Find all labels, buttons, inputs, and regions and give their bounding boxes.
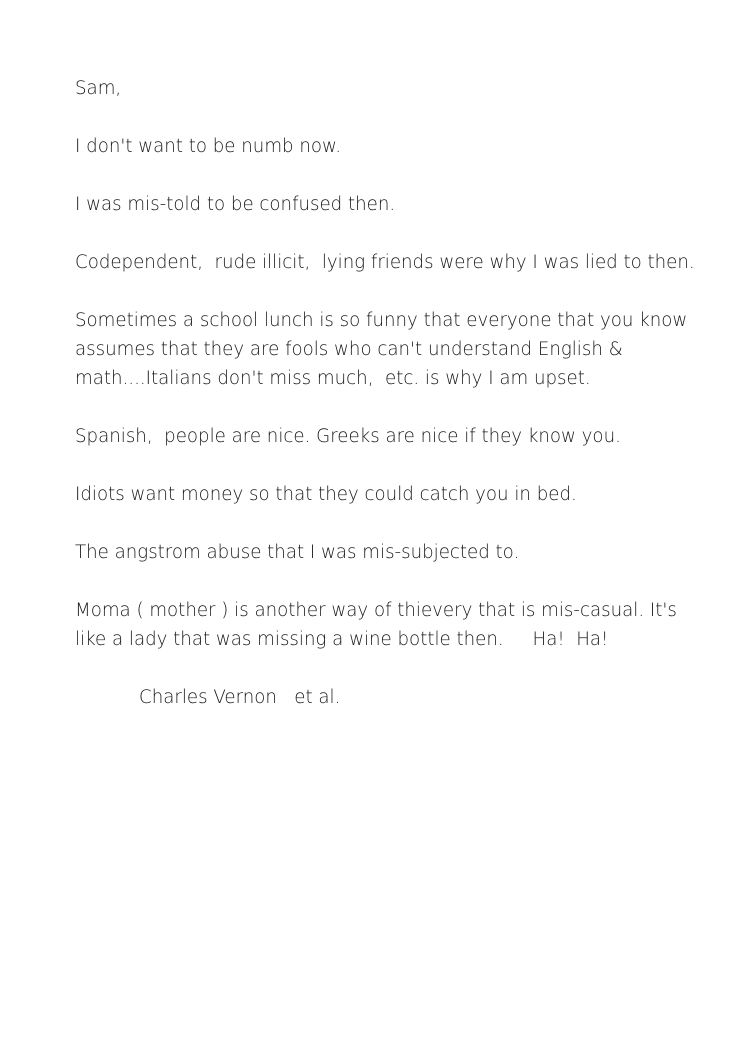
paragraph: Spanish, people are nice. Greeks are nice if they know you.: [75, 426, 621, 447]
paragraph: Idiots want money so that they could catch you in bed.: [75, 484, 577, 505]
signature: Charles Vernon et al.: [139, 687, 341, 708]
paragraph: The angstrom abuse that I was mis-subjected to.: [75, 542, 520, 563]
paragraph: I was mis-told to be confused then.: [75, 194, 396, 215]
paragraph: I don't want to be numb now.: [75, 136, 342, 157]
paragraph: Sometimes a school lunch is so funny that everyone that you know assumes that they are fools who can't understand English & math....Italians don't miss much, etc. is why I am upset.: [75, 310, 694, 389]
paragraph: Codependent, rude illicit, lying friends were why I was lied to then.: [75, 252, 695, 273]
salutation: Sam,: [75, 78, 122, 99]
paragraph: Moma ( mother ) is another way of thievery that is mis-casual. It's like a lady that was missing a wine bottle then. Ha! Ha!: [75, 600, 683, 650]
letter-body: [75, 74, 695, 712]
